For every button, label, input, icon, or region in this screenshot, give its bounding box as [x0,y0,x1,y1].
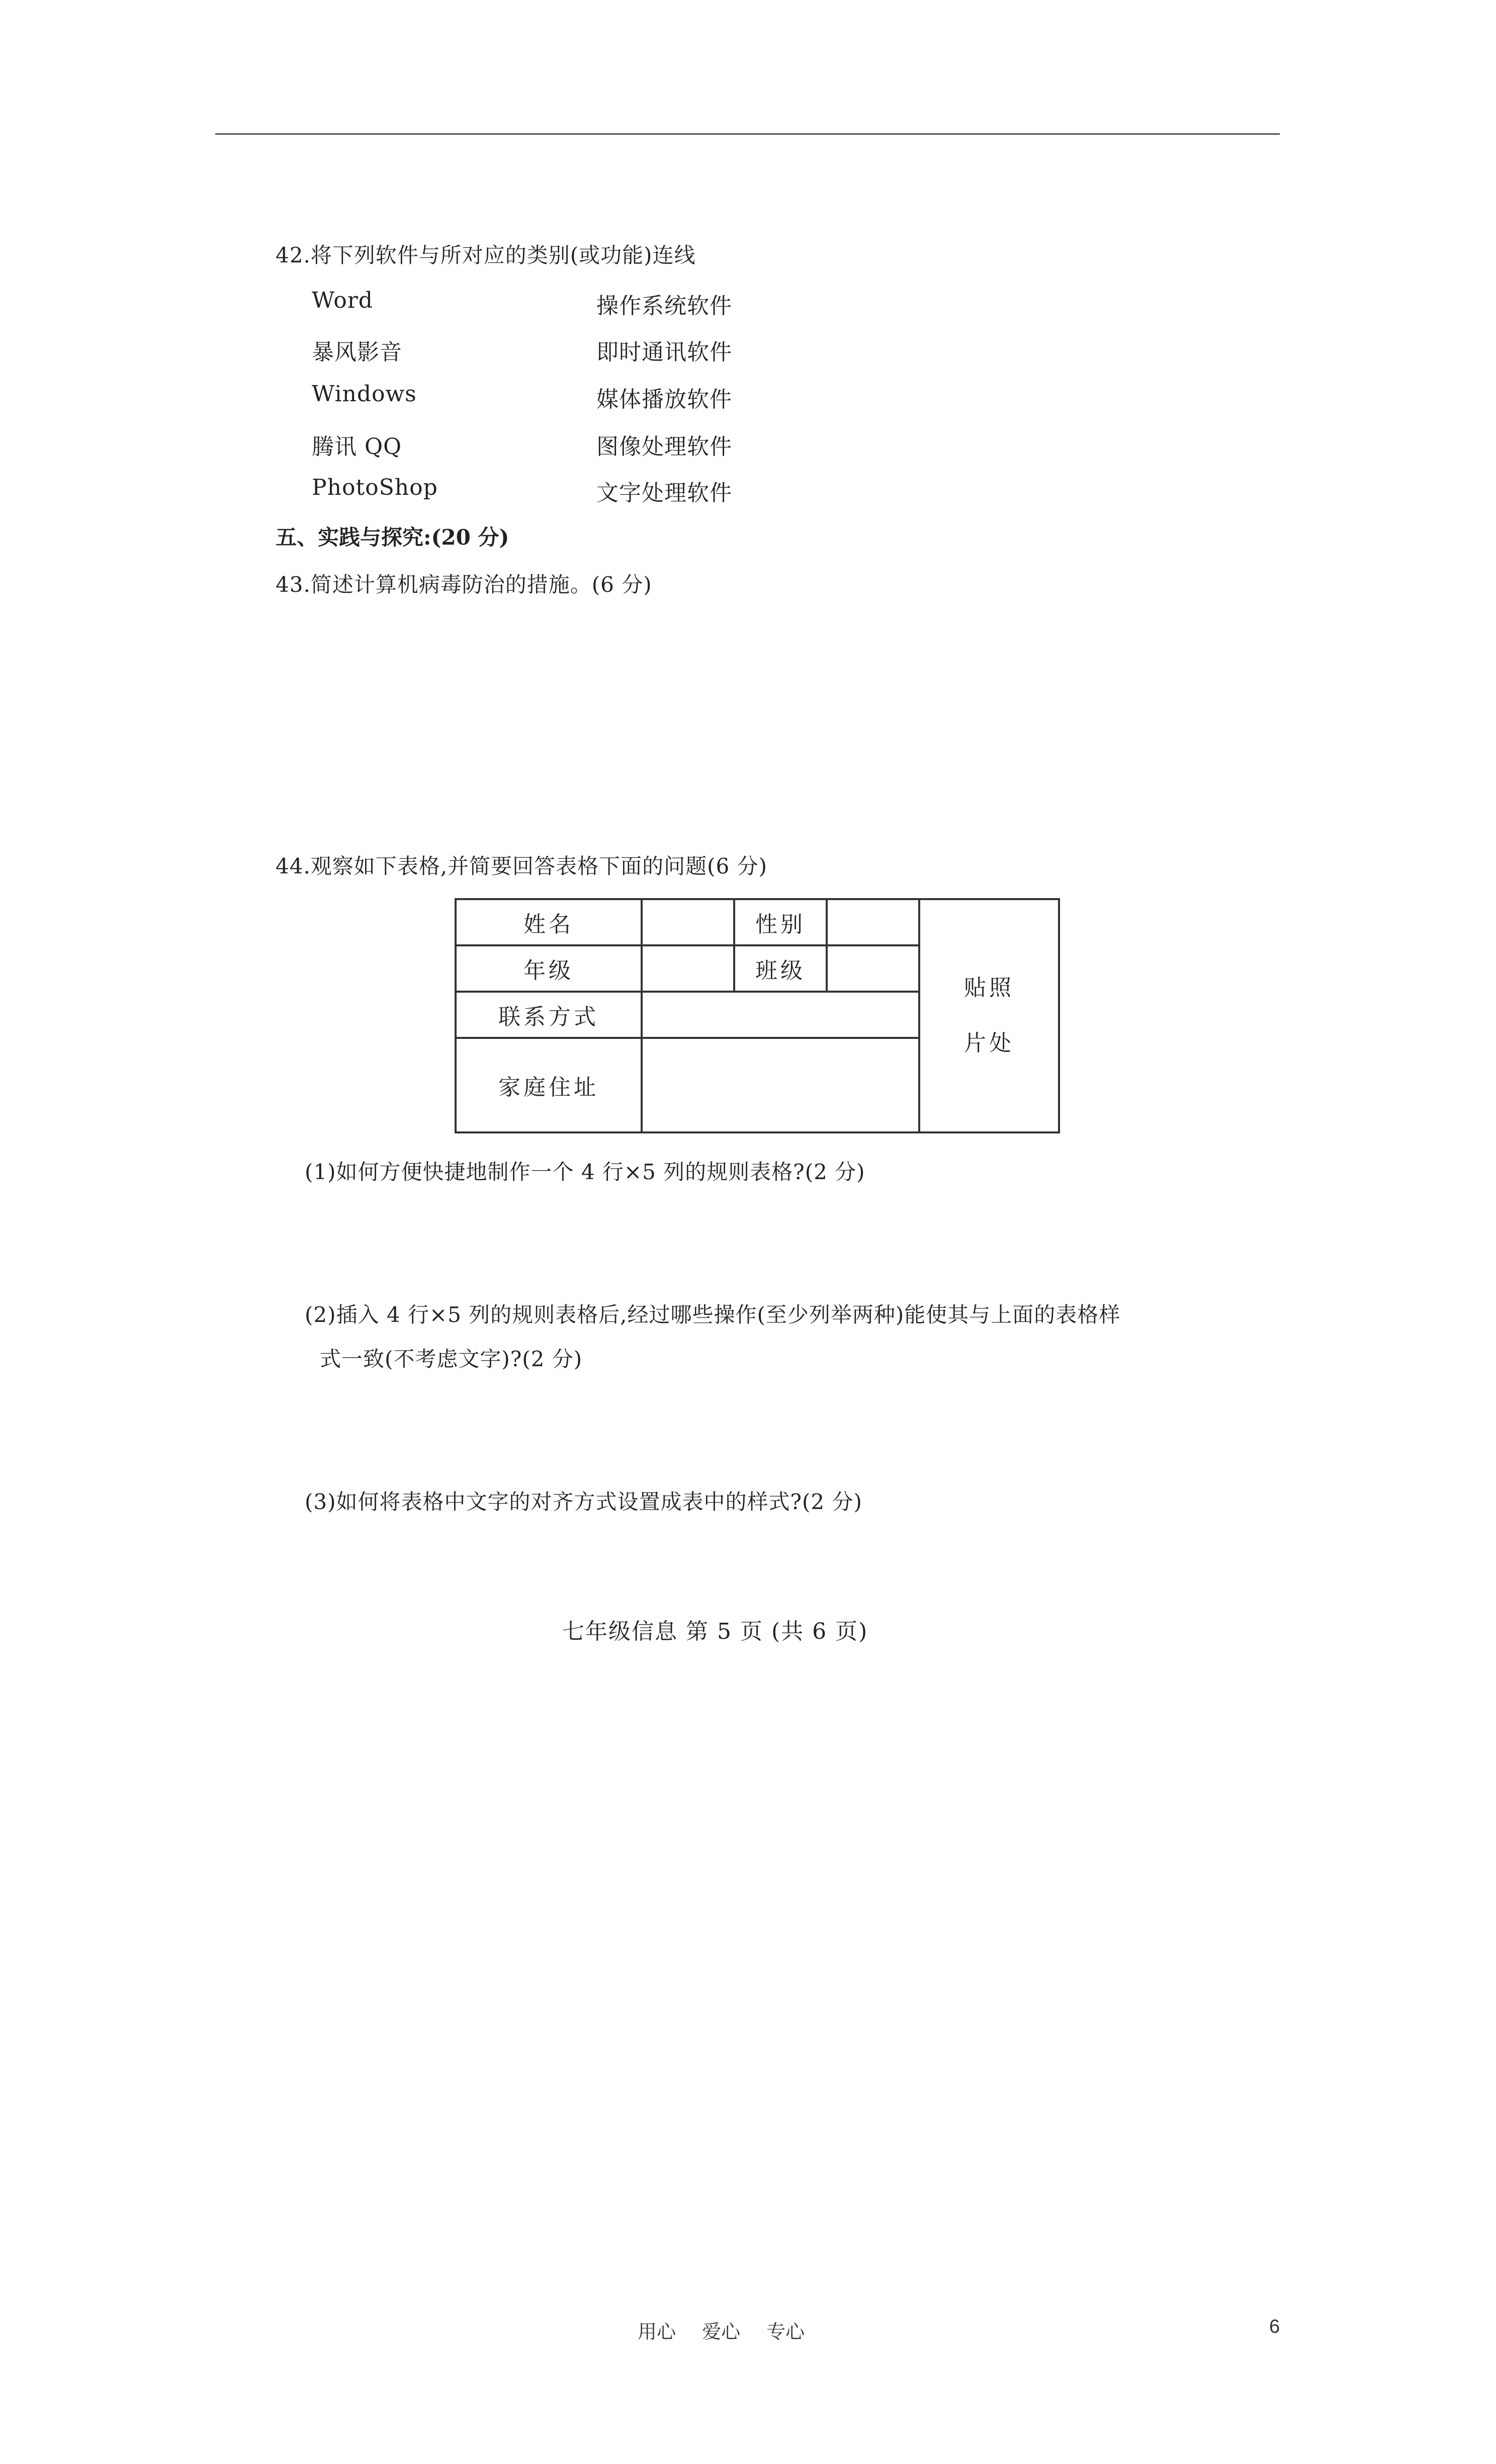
page-number: 6 [1269,2316,1280,2337]
photo-label-line1: 贴照 [964,975,1014,1001]
cell-grade-label: 年级 [456,945,642,992]
question-42-prompt: 42.将下列软件与所对应的类别(或功能)连线 [276,243,696,268]
cell-address-label: 家庭住址 [456,1038,642,1132]
category-item: 操作系统软件 [596,293,732,319]
cell-contact-label: 联系方式 [456,992,642,1038]
cell-class-label: 班级 [734,945,827,992]
cell-grade-value [642,945,734,992]
question-44-sub1: (1)如何方便快捷地制作一个 4 行×5 列的规则表格?(2 分) [305,1160,865,1184]
cell-name-label: 姓名 [456,899,642,945]
category-item: 媒体播放软件 [596,387,732,412]
question-43: 43.简述计算机病毒防治的措施。(6 分) [276,572,652,597]
question-44-prompt: 44.观察如下表格,并简要回答表格下面的问题(6 分) [276,854,767,878]
cell-photo-area [919,899,1059,1132]
header-rule [215,133,1280,135]
category-item: 即时通讯软件 [596,339,732,365]
software-item: Windows [312,381,417,407]
exam-page-footer: 七年级信息 第 5 页 (共 6 页) [562,1619,868,1644]
cell-address-value [642,1038,919,1132]
question-44-sub2-line2: 式一致(不考虑文字)?(2 分) [320,1347,583,1371]
question-44-sub2-line1: (2)插入 4 行×5 列的规则表格后,经过哪些操作(至少列举两种)能使其与上面的表格样 [305,1302,1121,1327]
software-item: 暴风影音 [312,339,402,365]
category-item: 文字处理软件 [596,480,732,506]
cell-gender-value [827,899,919,945]
software-item: PhotoShop [312,475,438,500]
bottom-motto: 用心 爱心 专心 [638,2321,805,2343]
software-item: Word [312,288,373,313]
cell-name-value [642,899,734,945]
category-item: 图像处理软件 [596,434,732,460]
cell-class-value [827,945,919,992]
student-info-form-table [455,898,1060,1133]
question-44-sub3: (3)如何将表格中文字的对齐方式设置成表中的样式?(2 分) [305,1489,862,1514]
photo-label-line2: 片处 [964,1030,1014,1056]
cell-gender-label: 性别 [734,899,827,945]
section-heading: 五、实践与探究:(20 分) [276,525,509,550]
software-item: 腾讯 QQ [312,434,402,460]
cell-contact-value [642,992,919,1038]
